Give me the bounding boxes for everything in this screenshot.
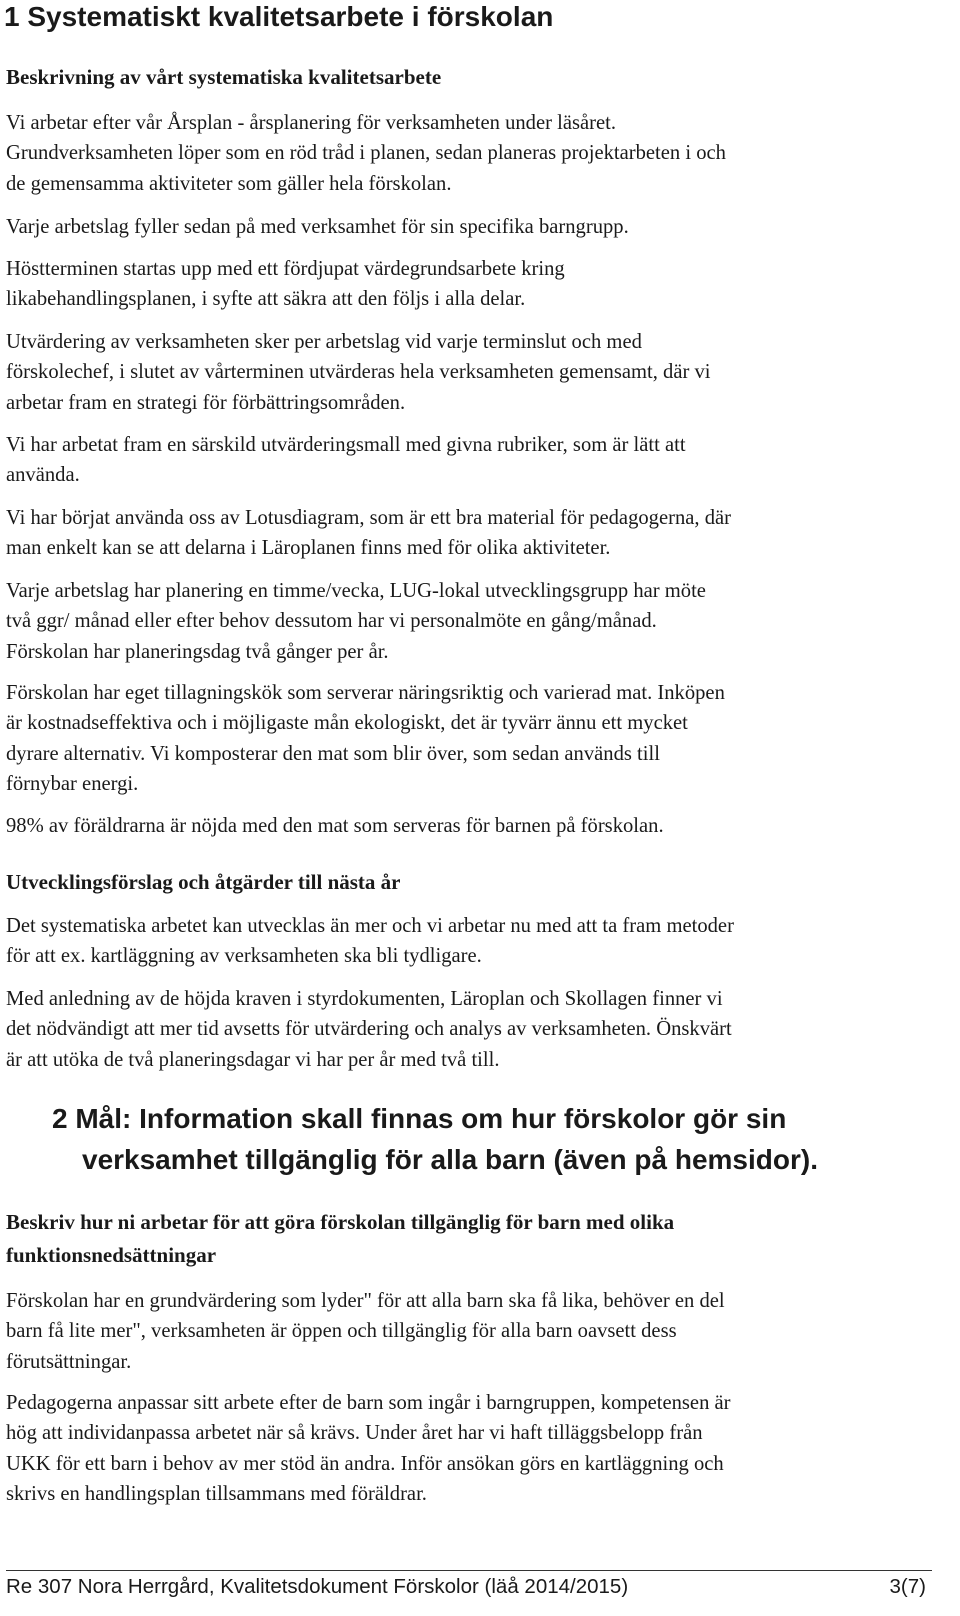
text-line: Det systematiska arbetet kan utvecklas än mer och vi arbetar nu med att ta fram metoder [6,915,734,937]
paragraph [6,1286,941,1377]
heading-section-2 [52,1098,952,1180]
footer-divider [6,1570,932,1571]
subheading-line: funktionsnedsättningar [6,1243,217,1267]
subheading-accessibility [6,1206,936,1272]
text-line: hög att individanpassa arbetet när så krävs. Under året har vi haft tilläggsbelopp från [6,1422,703,1445]
text-line: skrivs en handlingsplan tillsammans med föräldrar. [6,1482,427,1505]
text-line: Utvärdering av verksamheten sker per arbetslag vid varje terminslut och med [6,331,642,353]
text-line: är att utöka de två planeringsdagar vi har per år med två till. [6,1048,500,1071]
text-line: 98% av föräldrarna är nöjda med den mat som serveras för barnen på förskolan. [6,815,664,837]
text-line: likabehandlingsplanen, i syfte att säkra att den följs i alla delar. [6,288,526,311]
paragraph [6,911,941,972]
heading-line: 2 Mål: Information skall finnas om hur förskolor gör sin [52,1103,787,1134]
text-line: använda. [6,464,80,487]
text-line: de gemensamma aktiviteter som gäller hela förskolan. [6,172,452,195]
subheading-description: Beskrivning av vårt systematiska kvalitetsarbete [6,65,442,89]
text-line: det nödvändigt att mer tid avsetts för utvärdering och analys av verksamheten. Önskvärt [6,1018,732,1041]
text-line: Höstterminen startas upp med ett fördjupat värdegrundsarbete kring [6,258,565,280]
text-line: förskolechef, i slutet av vårterminen utvärderas hela verksamheten gemensamt, där vi [6,361,711,384]
text-line: Med anledning av de höjda kraven i styrdokumenten, Läroplan och Skollagen finner vi [6,988,723,1010]
text-line: Varje arbetslag har planering en timme/vecka, LUG-lokal utvecklingsgrupp har möte [6,580,706,602]
paragraph [6,678,941,799]
paragraph [6,327,941,418]
text-line: två ggr/ månad eller efter behov dessutom har vi personalmöte en gång/månad. [6,610,657,633]
text-line: dyrare alternativ. Vi komposterar den mat som blir över, som sedan används till [6,742,660,765]
paragraph [6,811,941,841]
text-line: Grundverksamheten löper som en röd tråd i planen, sedan planeras projektarbeten i och [6,142,726,165]
text-line: Förskolan har en grundvärdering som lyder" för att alla barn ska få lika, behöver en del [6,1290,725,1312]
footer-page-number: 3(7) [889,1575,926,1598]
paragraph [6,108,941,199]
text-line: är kostnadseffektiva och i möjligaste mån ekologiskt, det är tyvärr ännu ett mycket [6,712,688,735]
subheading-line: Beskriv hur ni arbetar för att göra förskolan tillgänglig för barn med olika [6,1210,675,1234]
paragraph [6,984,941,1075]
subheading-development: Utvecklingsförslag och åtgärder till nästa år [6,870,401,894]
paragraph [6,430,941,491]
paragraph [6,576,941,667]
text-line: förutsättningar. [6,1350,132,1373]
heading-line: verksamhet tillgänglig för alla barn (även på hemsidor). [82,1144,818,1175]
paragraph [6,254,941,315]
text-line: Varje arbetslag fyller sedan på med verksamhet för sin specifika barngrupp. [6,216,629,238]
text-line: Vi har arbetat fram en särskild utvärderingsmall med givna rubriker, som är lätt att [6,434,686,456]
text-line: Förskolan har eget tillagningskök som serverar näringsriktig och varierad mat. Inköpen [6,682,725,704]
text-line: Vi har börjat använda oss av Lotusdiagram, som är ett bra material för pedagogerna, där [6,507,731,529]
text-line: man enkelt kan se att delarna i Läroplanen finns med för olika aktiviteter. [6,537,611,560]
text-line: UKK för ett barn i behov av mer stöd än andra. Inför ansökan görs en kartläggning och [6,1452,724,1475]
text-line: arbetar fram en strategi för förbättringsområden. [6,391,406,414]
paragraph [6,212,941,242]
paragraph [6,1388,941,1509]
heading-section-1: 1 Systematiskt kvalitetsarbete i förskolan [4,1,554,32]
text-line: barn få lite mer", verksamheten är öppen och tillgänglig för alla barn oavsett dess [6,1320,677,1343]
text-line: för att ex. kartläggning av verksamheten ska bli tydligare. [6,945,482,968]
paragraph [6,503,941,564]
text-line: förnybar energi. [6,772,139,795]
text-line: Förskolan har planeringsdag två gånger per år. [6,640,389,663]
footer-document-title: Re 307 Nora Herrgård, Kvalitetsdokument Förskolor (läå 2014/2015) [6,1575,629,1598]
text-line: Pedagogerna anpassar sitt arbete efter de barn som ingår i barngruppen, kompetensen är [6,1392,731,1414]
text-line: Vi arbetar efter vår Årsplan - årsplanering för verksamheten under läsåret. [6,112,616,134]
